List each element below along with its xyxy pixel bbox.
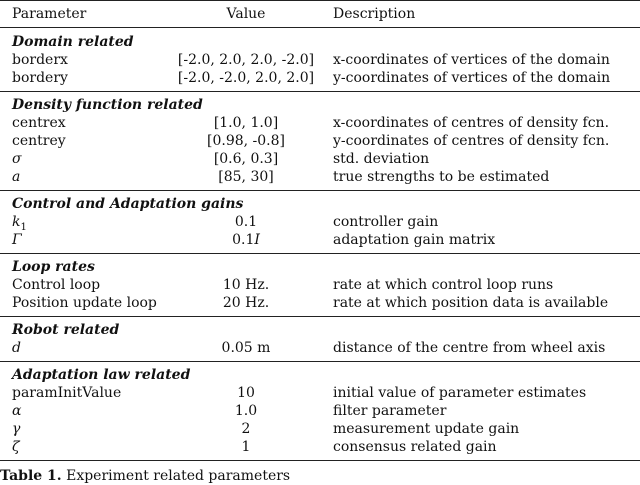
header-rule [0,27,640,28]
section-rule [0,361,640,362]
value-cell [162,231,330,249]
value-cell: [85, 30] [218,169,274,185]
header-value: Value [226,6,266,22]
param-symbol: k [12,214,21,230]
section-title: Density function related [12,97,203,113]
description-cell: true strengths to be estimated [333,169,550,185]
param-cell: centrex [12,115,66,131]
section-rule [0,91,640,92]
table-row [0,402,640,420]
table-row [0,276,640,294]
table-row [0,150,640,168]
description-cell: consensus related gain [333,439,497,455]
table-row [0,168,640,186]
param-cell: ζ [12,439,20,455]
value-cell: 0.1 [234,214,258,230]
table-row [0,438,640,456]
section-title-row [0,33,640,51]
param-cell: γ [12,421,21,437]
bottom-rule [0,460,640,461]
section-title-row [0,258,640,276]
table-row [0,384,640,402]
description-cell: adaptation gain matrix [333,232,496,248]
description-cell: y-coordinates of centres of density fcn. [333,133,610,149]
section-title-row [0,96,640,114]
table-row [0,69,640,87]
table-row [0,213,640,231]
description-cell: distance of the centre from wheel axis [333,340,606,356]
value-cell: 0.05 m [221,340,271,356]
param-cell: Control loop [12,277,101,293]
param-cell: bordery [12,70,68,86]
section-title: Loop rates [12,259,95,275]
value-cell: [-2.0, 2.0, 2.0, -2.0] [177,52,315,68]
value-cell: 1 [241,439,251,455]
value-cell: 1.0 [234,403,258,419]
section-rule [0,190,640,191]
value-cell: 10 [237,385,255,401]
description-cell: x-coordinates of vertices of the domain [333,52,610,68]
param-cell: σ [12,151,22,167]
description-cell: rate at which control loop runs [333,277,554,293]
param-cell: a [12,169,21,185]
description-cell: controller gain [333,214,439,230]
section-rule [0,253,640,254]
value-cell: [1.0, 1.0] [213,115,279,131]
section-title: Domain related [12,34,134,50]
value-symbol: I [254,232,260,248]
description-cell: initial value of parameter estimates [333,385,587,401]
table-row [0,420,640,438]
param-subscript: 1 [20,221,27,233]
section-rule [0,316,640,317]
section-title: Control and Adaptation gains [12,196,244,212]
caption-label: Table 1. [0,468,62,484]
table-caption [0,467,290,485]
header-row [0,5,640,23]
table-row [0,132,640,150]
description-cell: std. deviation [333,151,430,167]
section-title-row [0,366,640,384]
section-title: Adaptation law related [12,367,191,383]
param-cell: centrey [12,133,66,149]
value-cell: [0.6, 0.3] [213,151,279,167]
value-cell: [0.98, -0.8] [207,133,285,149]
table-row [0,339,640,357]
param-cell: Γ [12,232,22,248]
caption-text: Experiment related parameters [66,468,291,484]
description-cell: filter parameter [333,403,447,419]
header-description: Description [333,6,416,22]
section-title: Robot related [12,322,120,338]
table-row [0,51,640,69]
section-title-row [0,195,640,213]
param-cell: borderx [12,52,68,68]
table-row [0,231,640,249]
description-cell: x-coordinates of centres of density fcn. [333,115,610,131]
param-cell: α [12,403,22,419]
description-cell: y-coordinates of vertices of the domain [333,70,611,86]
param-cell: paramInitValue [12,385,122,401]
top-rule [0,0,640,1]
section-title-row [0,321,640,339]
description-cell: measurement update gain [333,421,520,437]
header-parameter: Parameter [12,6,87,22]
value-cell: 20 Hz. [222,295,270,311]
value-number: 0.1 [232,232,255,248]
param-cell: Position update loop [12,295,157,311]
table-row [0,294,640,312]
description-cell: rate at which position data is available [333,295,609,311]
value-cell: [-2.0, -2.0, 2.0, 2.0] [177,70,315,86]
param-cell: d [12,340,21,356]
value-cell: 10 Hz. [222,277,270,293]
value-cell: 2 [241,421,251,437]
table-row [0,114,640,132]
